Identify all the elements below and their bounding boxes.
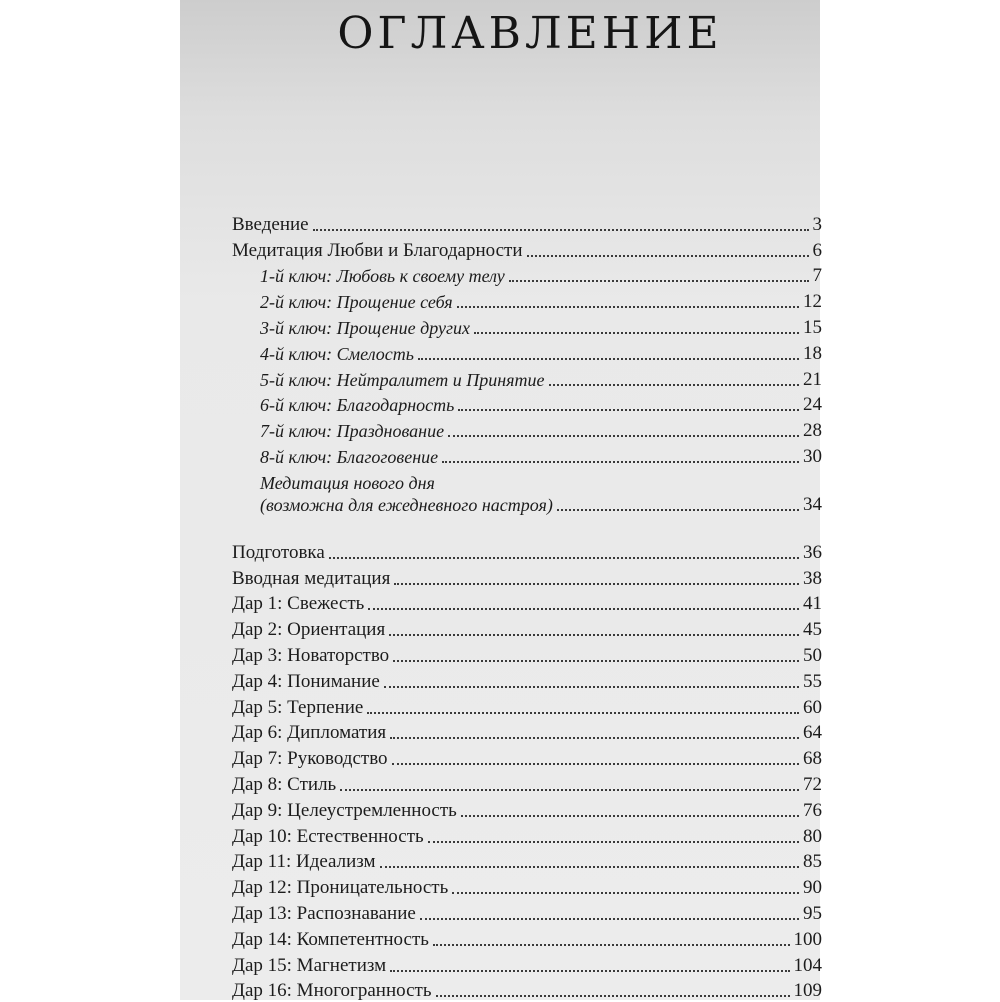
- toc-entry-label: Вводная медитация: [232, 567, 391, 589]
- toc-entry: [232, 719, 822, 745]
- toc-page-number: 64: [803, 722, 822, 744]
- dot-leader: [557, 509, 799, 511]
- dot-leader: [329, 557, 799, 559]
- toc-section-keys: [232, 262, 822, 468]
- toc-page-number: 55: [803, 670, 822, 692]
- toc-page-number: 6: [812, 239, 822, 261]
- toc-entry: [232, 641, 822, 667]
- toc-entry: [232, 822, 822, 848]
- toc-page-number: 72: [803, 773, 822, 795]
- dot-leader: [390, 737, 799, 739]
- toc-entry: [232, 925, 822, 951]
- dot-leader: [509, 280, 809, 282]
- toc-entry-label: 2-й ключ: Прощение себя: [260, 292, 453, 313]
- toc-page-number: 3: [812, 213, 822, 235]
- toc-page-number: 85: [803, 851, 822, 873]
- dot-leader: [393, 660, 799, 662]
- toc-entry: [232, 951, 822, 977]
- dot-leader: [452, 892, 799, 894]
- dot-leader: [389, 634, 799, 636]
- toc-page-number: 50: [803, 644, 822, 666]
- dot-leader: [390, 970, 789, 972]
- dot-leader: [461, 815, 799, 817]
- toc-entry-label: 7-й ключ: Празднование: [260, 421, 445, 442]
- toc-page-number: 7: [812, 265, 822, 287]
- toc-entry: [232, 667, 822, 693]
- toc-page-number: 45: [803, 619, 822, 641]
- toc-entry: [232, 977, 822, 1002]
- toc-entry: [232, 899, 822, 925]
- toc-entry: [232, 770, 822, 796]
- toc-page-number: 90: [803, 877, 822, 899]
- dot-leader: [448, 435, 799, 437]
- toc-entry-label: 6-й ключ: Благодарность: [260, 395, 455, 416]
- dot-leader: [380, 866, 799, 868]
- toc-entry-label: Введение: [232, 213, 309, 235]
- toc-page-number: 38: [803, 567, 822, 589]
- toc-page-number: 76: [803, 799, 822, 821]
- toc-entry-label: 8-й ключ: Благоговение: [260, 446, 439, 467]
- toc-entry: [232, 590, 822, 616]
- toc-entry: [232, 313, 822, 339]
- toc-entry-label: Медитация Любви и Благодарности: [232, 239, 523, 261]
- page-title: ОГЛАВЛЕНИЕ: [337, 8, 723, 59]
- dot-leader: [428, 841, 799, 843]
- dot-leader: [367, 712, 799, 714]
- toc-entry-label: Дар 12: Проницательность: [232, 877, 449, 899]
- toc-entry-label: Дар 2: Ориентация: [232, 619, 386, 641]
- dot-leader: [458, 409, 799, 411]
- toc-entry-label: Дар 16: Многогранность: [232, 980, 432, 1002]
- toc-entry-label: Дар 14: Компетентность: [232, 928, 429, 950]
- toc-section-intro: [232, 210, 822, 262]
- toc-entry: [232, 391, 822, 417]
- toc-entry-label: [260, 472, 553, 516]
- toc-entry: [232, 796, 822, 822]
- toc-page-number: 36: [803, 541, 822, 563]
- dot-leader: [527, 255, 809, 257]
- toc-page-number: 109: [793, 980, 822, 1002]
- toc-entry: [232, 442, 822, 468]
- dot-leader: [418, 358, 799, 360]
- toc-page-number: 21: [803, 368, 822, 390]
- toc-entry: [232, 287, 822, 313]
- toc-page-number: 24: [803, 394, 822, 416]
- toc-page-number: 100: [793, 928, 822, 950]
- dot-leader: [368, 608, 799, 610]
- toc-entry: [232, 848, 822, 874]
- toc-entry-label: Дар 7: Руководство: [232, 748, 388, 770]
- toc-entry-label: Подготовка: [232, 541, 325, 563]
- dot-leader: [474, 332, 799, 334]
- toc-entry-label: Дар 3: Новаторство: [232, 644, 390, 666]
- toc-entry-label: 3-й ключ: Прощение других: [260, 317, 470, 338]
- table-of-contents: [232, 210, 822, 1002]
- dot-leader: [442, 461, 799, 463]
- dot-leader: [457, 306, 799, 308]
- toc-page-number: 18: [803, 342, 822, 364]
- dot-leader: [394, 583, 799, 585]
- toc-page-number: 15: [803, 316, 822, 338]
- toc-entry: [232, 236, 822, 262]
- toc-entry-label-line2: (возможна для ежедневного настроя): [260, 494, 553, 515]
- toc-page-number: 12: [803, 291, 822, 313]
- toc-entry-label: Дар 13: Распознавание: [232, 902, 416, 924]
- toc-entry-label: 5-й ключ: Нейтралитет и Принятие: [260, 369, 545, 390]
- toc-page-number: 30: [803, 445, 822, 467]
- toc-entry-label: Дар 1: Свежесть: [232, 593, 365, 615]
- toc-page-number: 34: [803, 493, 822, 515]
- toc-entry-label: 4-й ключ: Смелость: [260, 343, 414, 364]
- toc-section-gifts: [232, 538, 822, 1002]
- toc-entry-new-day: [232, 468, 822, 516]
- toc-entry-label: Дар 5: Терпение: [232, 696, 364, 718]
- toc-entry: [232, 744, 822, 770]
- toc-page-number: 28: [803, 420, 822, 442]
- toc-entry-label: Дар 10: Естественность: [232, 825, 424, 847]
- toc-page-number: 95: [803, 902, 822, 924]
- toc-entry: [232, 873, 822, 899]
- dot-leader: [549, 384, 799, 386]
- toc-entry: [232, 538, 822, 564]
- dot-leader: [433, 944, 790, 946]
- toc-entry: [232, 564, 822, 590]
- toc-entry-label: Дар 15: Магнетизм: [232, 954, 387, 976]
- toc-entry-label: 1-й ключ: Любовь к своему телу: [260, 266, 505, 287]
- toc-entry-label: Дар 9: Целеустремленность: [232, 799, 457, 821]
- toc-page-number: 80: [803, 825, 822, 847]
- toc-page-number: 68: [803, 748, 822, 770]
- toc-entry-label: Дар 8: Стиль: [232, 773, 337, 795]
- toc-entry: [232, 615, 822, 641]
- toc-entry-label: Дар 4: Понимание: [232, 670, 380, 692]
- toc-page-number: 41: [803, 593, 822, 615]
- toc-entry: [232, 262, 822, 288]
- toc-entry: [232, 210, 822, 236]
- toc-entry: [232, 339, 822, 365]
- section-gap: [232, 516, 822, 538]
- dot-leader: [392, 763, 799, 765]
- toc-page-number: 60: [803, 696, 822, 718]
- dot-leader: [436, 995, 790, 997]
- dot-leader: [420, 918, 799, 920]
- toc-entry: [232, 416, 822, 442]
- dot-leader: [340, 789, 799, 791]
- toc-entry-label: Дар 6: Дипломатия: [232, 722, 387, 744]
- dot-leader: [384, 686, 799, 688]
- toc-page-number: 104: [793, 954, 822, 976]
- toc-entry-label-line1: Медитация нового дня: [260, 472, 435, 493]
- toc-entry: [232, 693, 822, 719]
- toc-entry-label: Дар 11: Идеализм: [232, 851, 376, 873]
- dot-leader: [313, 229, 809, 231]
- toc-entry: [232, 365, 822, 391]
